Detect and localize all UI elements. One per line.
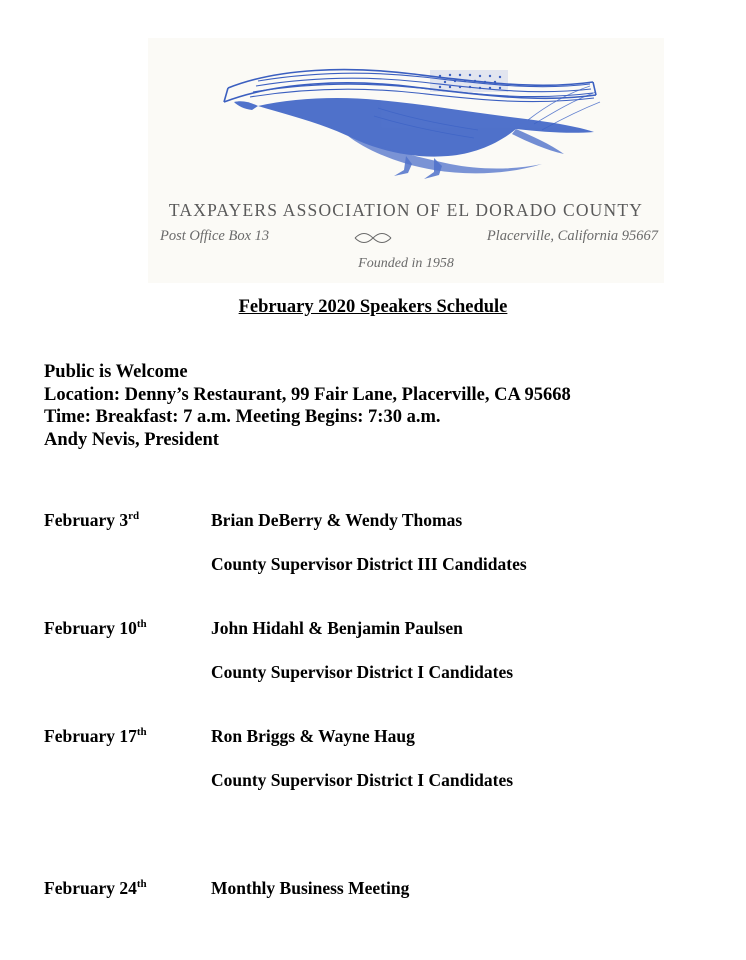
schedule-date-suffix: th xyxy=(136,878,147,891)
eagle-with-american-flag-emblem xyxy=(198,46,618,196)
city-state-zip-text: Placerville, California 95667 xyxy=(486,228,658,244)
schedule-date-suffix: rd xyxy=(128,510,140,523)
schedule-entry xyxy=(44,510,704,618)
page-title: February 2020 Speakers Schedule xyxy=(238,297,508,317)
location-line: Location: Denny’s Restaurant, 99 Fair Lane, Placerville, CA 95668 xyxy=(44,384,571,405)
organization-name: TAXPAYERS ASSOCIATION OF EL DORADO COUNTY xyxy=(168,200,644,220)
schedule-date xyxy=(44,726,209,747)
president-line: Andy Nevis, President xyxy=(44,429,219,450)
po-box-text: Post Office Box 13 xyxy=(160,228,270,244)
schedule-date-suffix: th xyxy=(136,726,147,739)
decorative-flourish-icon xyxy=(353,230,393,246)
schedule-date-label: February 24 xyxy=(44,878,137,898)
schedule-date xyxy=(44,878,209,899)
meeting-info-block xyxy=(44,361,684,451)
schedule-entry xyxy=(44,618,704,726)
public-welcome-line: Public is Welcome xyxy=(44,362,188,382)
founded-text: Founded in 1958 xyxy=(358,256,454,271)
schedule-description: County Supervisor District I Candidates xyxy=(211,770,514,790)
schedule-speakers: Brian DeBerry & Wendy Thomas xyxy=(211,510,463,530)
schedule-date-label: February 3 xyxy=(44,510,129,530)
schedule-speakers: Monthly Business Meeting xyxy=(211,878,410,898)
schedule-date xyxy=(44,510,209,531)
schedule-speakers: John Hidahl & Benjamin Paulsen xyxy=(211,618,463,638)
schedule-speakers: Ron Briggs & Wayne Haug xyxy=(211,726,415,746)
letterhead-address-row xyxy=(148,228,664,250)
schedule-date-suffix: th xyxy=(136,618,147,631)
schedule-date xyxy=(44,618,209,639)
schedule-description: County Supervisor District III Candidates xyxy=(211,554,527,574)
time-line: Time: Breakfast: 7 a.m. Meeting Begins: 7:30 a.m. xyxy=(44,407,441,427)
schedule-entry xyxy=(44,726,704,834)
letterhead xyxy=(148,38,664,283)
schedule-description: County Supervisor District I Candidates xyxy=(211,662,514,682)
speakers-schedule-list xyxy=(44,510,704,922)
schedule-entry xyxy=(44,878,704,922)
schedule-date-label: February 17 xyxy=(44,726,137,746)
schedule-date-label: February 10 xyxy=(44,618,137,638)
